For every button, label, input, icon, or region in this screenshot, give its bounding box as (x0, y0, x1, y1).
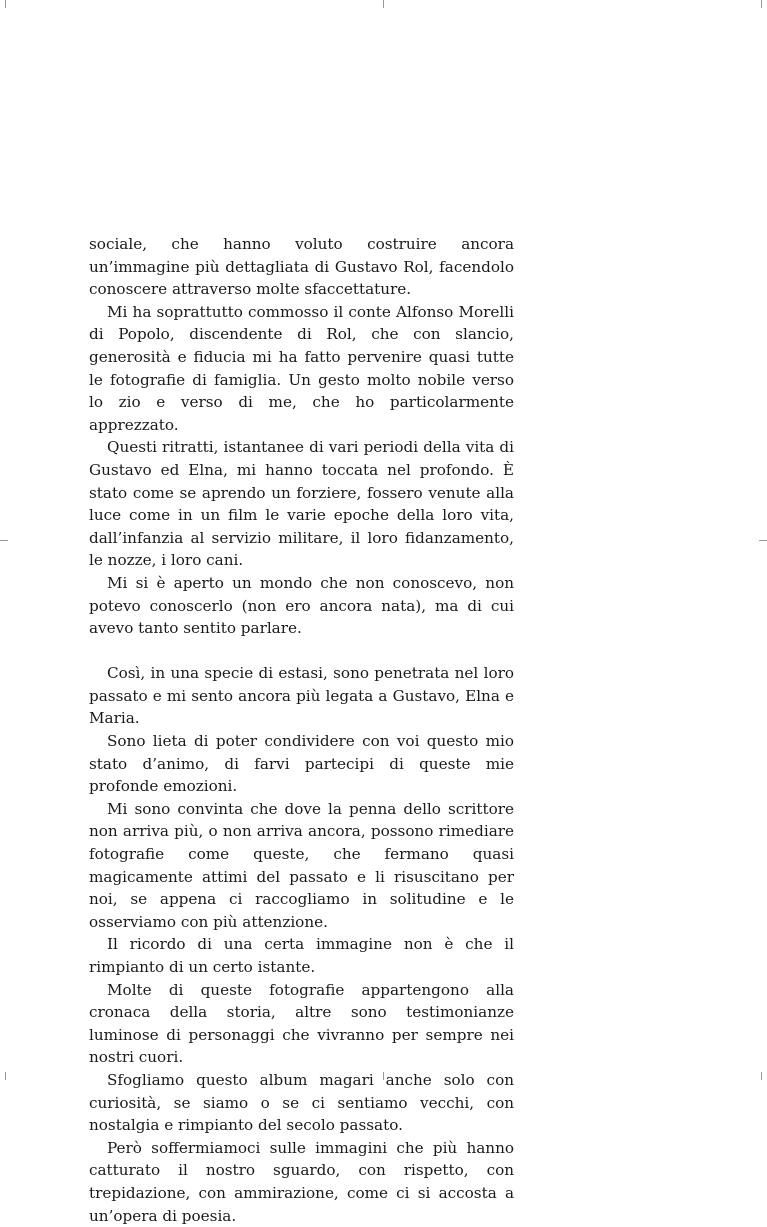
crop-mark (0, 540, 8, 541)
paragraph: Il ricordo di una certa immagine non è che il rimpianto di un certo istante. (89, 935, 514, 976)
paragraph: Così, in una specie di estasi, sono penetrata nel loro passato e mi sento ancora più legata a Gustavo, Elna e Maria. (89, 664, 514, 728)
crop-mark (761, 1072, 762, 1080)
crop-mark (383, 0, 384, 8)
paragraph: Mi sono convinta che dove la penna dello scrittore non arriva più, o non arriva ancora, possono rimediare fotografie come queste, che fermano quasi magicamente attimi del passato e li risuscitano per noi, se appena ci raccogliamo in solitudine e le osserviamo con più attenzione. (89, 799, 514, 931)
paragraph: Però soffermiamoci sulle immagini che più hanno catturato il nostro sguardo, con rispetto, con trepidazione, con ammirazione, come ci si accosta a un’opera di poesia. (89, 1138, 514, 1225)
paragraph: sociale, che hanno voluto costruire ancora un’immagine più dettagliata di Gustavo Rol, facendolo conoscere attraverso molte sfaccettature. (89, 235, 514, 299)
paragraph: Mi ha soprattutto commosso il conte Alfonso Morelli di Popolo, discendente di Rol, che con slancio, generosità e fiducia mi ha fatto pervenire quasi tutte le fotografie di famiglia. Un gesto molto nobile verso lo zio e verso di me, che ho particolarmente apprezzato. (89, 302, 514, 434)
paragraph: Questi ritratti, istantanee di vari periodi della vita di Gustavo ed Elna, mi hanno toccata nel profondo. È stato come se aprendo un forziere, fossero venute alla luce come in un film le varie epoche della loro vita, dall’infanzia al servizio militare, il loro fidanzamento, le nozze, i loro cani. (89, 438, 514, 570)
paragraph: Sono lieta di poter condividere con voi questo mio stato d’animo, di farvi partecipi di queste mie profonde emozioni. (89, 732, 514, 796)
crop-mark (5, 1072, 6, 1080)
crop-mark (5, 0, 6, 8)
paragraph: Molte di queste fotografie appartengono alla cronaca della storia, altre sono testimonianze luminose di personaggi che vivranno per sempre nei nostri cuori. (89, 980, 514, 1067)
crop-mark (759, 540, 767, 541)
crop-mark (761, 0, 762, 8)
paragraph: Mi si è aperto un mondo che non conoscevo, non potevo conoscerlo (non ero ancora nata), ma di cui avevo tanto sentito parlare. (89, 573, 514, 638)
body-text (89, 233, 514, 1227)
paragraph: Sfogliamo questo album magari anche solo con curiosità, se siamo o se ci sentiamo vecchi, con nostalgia e rimpianto del secolo passato. (89, 1070, 514, 1135)
